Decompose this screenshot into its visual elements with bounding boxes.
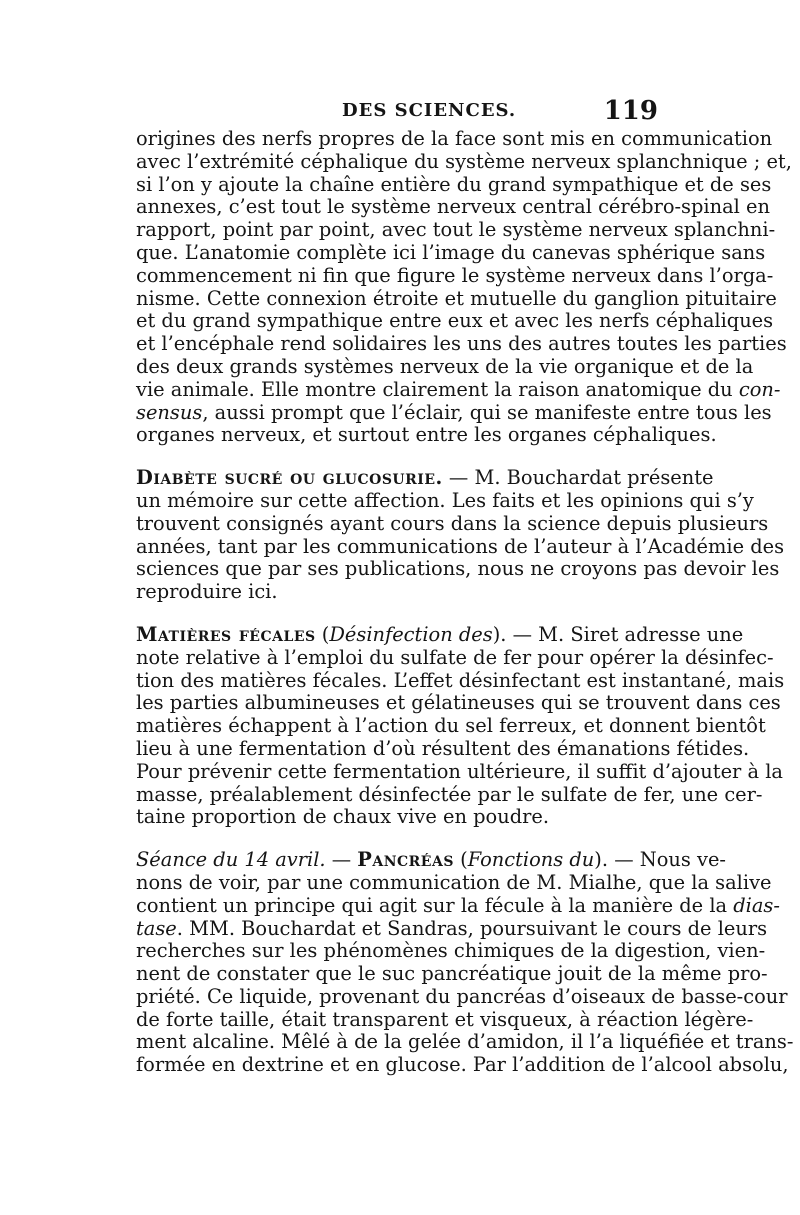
text-line: origines des nerfs propres de la face sont mis en communication	[136, 127, 773, 150]
text-line: matières échappent à l’action du sel ferreux, et donnent bientôt	[136, 714, 766, 738]
text-line	[136, 400, 772, 425]
text-line: taine proportion de chaux vive en poudre.	[136, 805, 550, 829]
session-date: Séance du 14 avril.	[136, 848, 326, 872]
text-line: années, tant par les communications de l’auteur à l’Académie des	[136, 534, 785, 558]
text-line	[136, 377, 781, 402]
text-line: Séance du 14 avril. — Pancréas (Fonctions du). — Nous ve-	[136, 848, 726, 872]
text-line: des deux grands systèmes nerveux de la vie organique et de la	[136, 354, 754, 378]
text-line	[136, 622, 744, 647]
text-line	[136, 916, 768, 941]
text-line: masse, préalablement désinfectée par le sulfate de fer, une cer-	[136, 782, 763, 806]
text-line: si l’on y ajoute la chaîne entière du grand sympathique et de ses	[136, 172, 772, 196]
text-line: sciences que par ses publications, nous ne croyons pas devoir les	[136, 557, 780, 581]
text-run: , aussi prompt que l’éclair, qui se manifeste entre tous les	[202, 400, 772, 424]
paren-close: ).	[594, 848, 609, 872]
section-heading: Pancréas	[357, 848, 454, 872]
text-run: — M. Bouchardat présente	[442, 466, 714, 490]
text-line: organes nerveux, et surtout entre les organes céphaliques.	[136, 423, 717, 447]
text-line: annexes, c’est tout le système nerveux central cérébro-spinal en	[136, 195, 771, 219]
text-line: nisme. Cette connexion étroite et mutuelle du ganglion pituitaire	[136, 286, 777, 310]
text-line: les parties albumineuses et gélatineuses qui se trouvent dans ces	[136, 691, 781, 715]
text-line: reproduire ici.	[136, 580, 278, 604]
text-line: ment alcaline. Mêlé à de la gelée d’amidon, il l’a liquéfiée et trans-	[136, 1030, 794, 1054]
section-heading: Diabète sucré ou glucosurie.	[136, 466, 443, 490]
page-number: 119	[603, 96, 658, 126]
paren-close: ).	[492, 622, 507, 646]
text-line: recherches sur les phénomènes chimiques de la digestion, vien-	[136, 939, 766, 963]
paragraph-pancreas	[136, 848, 794, 1077]
italic-term: sensus	[136, 400, 203, 424]
running-title: DES SCIENCES.	[342, 100, 517, 121]
text-line: commencement ni fin que figure le système nerveux dans l’orga-	[136, 263, 774, 287]
paren-open: (	[321, 622, 330, 646]
text-line: note relative à l’emploi du sulfate de fer pour opérer la désinfec-	[136, 645, 774, 669]
text-line: priété. Ce liquide, provenant du pancréas d’oiseaux de basse-cour	[136, 984, 788, 1008]
text-run: . MM. Bouchardat et Sandras, poursuivant le cours de leurs	[176, 916, 768, 940]
paragraph-nervous-system	[136, 127, 792, 447]
text-line: que. L’anatomie complète ici l’image du canevas sphérique sans	[136, 240, 766, 264]
paragraph-matieres-fecales	[136, 622, 785, 829]
text-line: Pour prévenir cette fermentation ultérieure, il suffit d’ajouter à la	[136, 759, 783, 783]
text-run: contient un principe qui agit sur la fécule à la manière de la	[136, 893, 734, 917]
text-line: un mémoire sur cette affection. Les faits et les opinions qui s’y	[136, 488, 754, 512]
text-line: et l’encéphale rend solidaires les uns des autres toutes les parties	[136, 332, 787, 356]
body-text	[136, 127, 794, 1077]
text-line: de forte taille, était transparent et visqueux, à réaction légère-	[136, 1007, 754, 1031]
text-line: et du grand sympathique entre eux et avec les nerfs céphaliques	[136, 309, 774, 333]
text-line: trouvent consignés ayant cours dans la science depuis plusieurs	[136, 511, 769, 535]
text-line: avec l’extrémité céphalique du système nerveux splanchnique ; et,	[136, 149, 792, 173]
text-line: nent de constater que le suc pancréatique jouit de la même pro-	[136, 962, 768, 986]
italic-term: tase	[136, 916, 177, 940]
text-line: lieu à une fermentation d’où résultent des émanations fétides.	[136, 736, 750, 760]
text-line: rapport, point par point, avec tout le système nerveux splanchni-	[136, 218, 776, 242]
section-heading: Matières fécales	[136, 622, 316, 646]
heading-subject: Fonctions du	[467, 848, 595, 872]
italic-term: con-	[738, 377, 781, 401]
text-line: tion des matières fécales. L’effet désinfectant est instantané, mais	[136, 668, 785, 692]
text-run: — M. Siret adresse une	[506, 622, 744, 646]
text-line	[136, 466, 714, 490]
heading-subject: Désinfection des	[329, 622, 493, 646]
text-run: vie animale. Elle montre clairement la raison anatomique du	[136, 377, 739, 401]
running-head	[136, 96, 658, 128]
text-line	[136, 893, 780, 918]
paragraph-diabete	[136, 466, 785, 604]
text-line: nons de voir, par une communication de M. Mialhe, que la salive	[136, 870, 772, 894]
paren-open: (	[460, 848, 468, 872]
text-line: formée en dextrine et en glucose. Par l’addition de l’alcool absolu,	[136, 1053, 789, 1077]
text-run: — Nous ve-	[608, 848, 726, 872]
italic-term: dias-	[733, 893, 780, 917]
